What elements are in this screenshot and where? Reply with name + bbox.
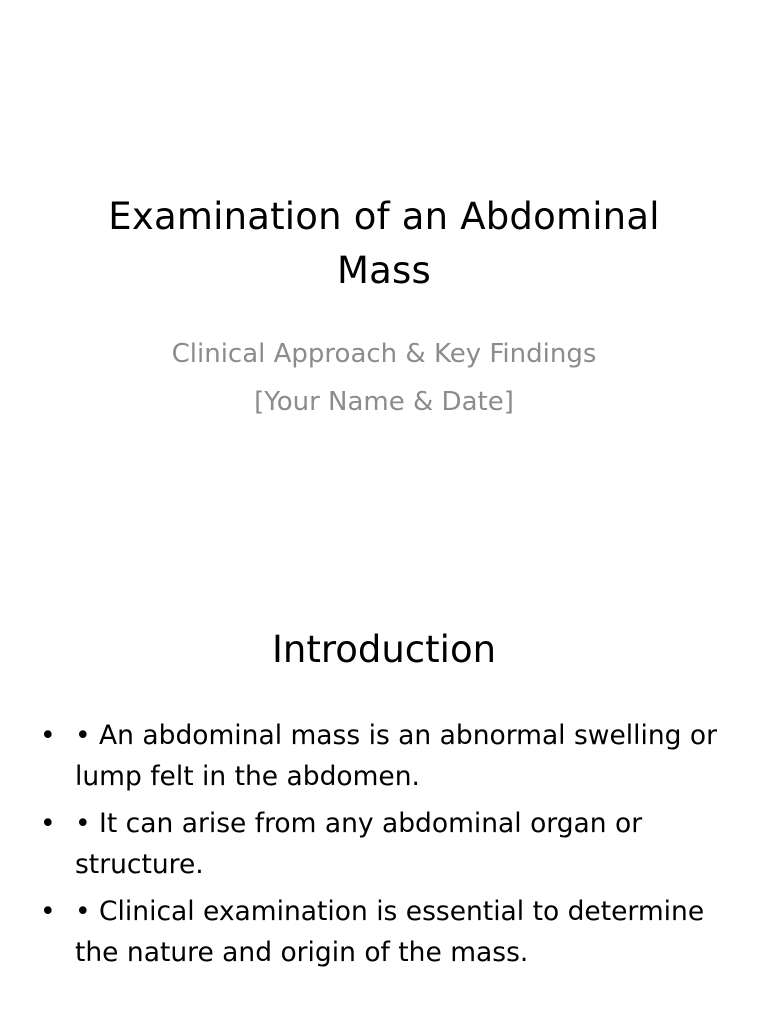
slide-title: Introduction <box>271 628 497 671</box>
bullet-text: • It can arise from any abdominal organ or structure. <box>75 808 643 880</box>
bullet-item <box>40 892 720 973</box>
subtitle-line-approach: Clinical Approach & Key Findings <box>171 339 597 369</box>
bullet-text: • An abdominal mass is an abnormal swelling or lump felt in the abdomen. <box>75 720 717 792</box>
subtitle-line-name-date: [Your Name & Date] <box>254 387 514 417</box>
introduction-slide <box>0 512 768 1024</box>
bullet-marker: • <box>40 720 56 751</box>
bullet-text: • Clinical examination is essential to determine the nature and origin of the mass. <box>75 896 705 968</box>
slide-title: Examination of an Abdominal Mass <box>108 195 660 292</box>
bullet-item <box>40 804 720 885</box>
bullet-marker: • <box>40 896 56 927</box>
bullet-list <box>40 716 720 980</box>
slide-subtitle <box>60 330 708 426</box>
bullet-marker: • <box>40 808 56 839</box>
bullet-item <box>40 716 720 797</box>
